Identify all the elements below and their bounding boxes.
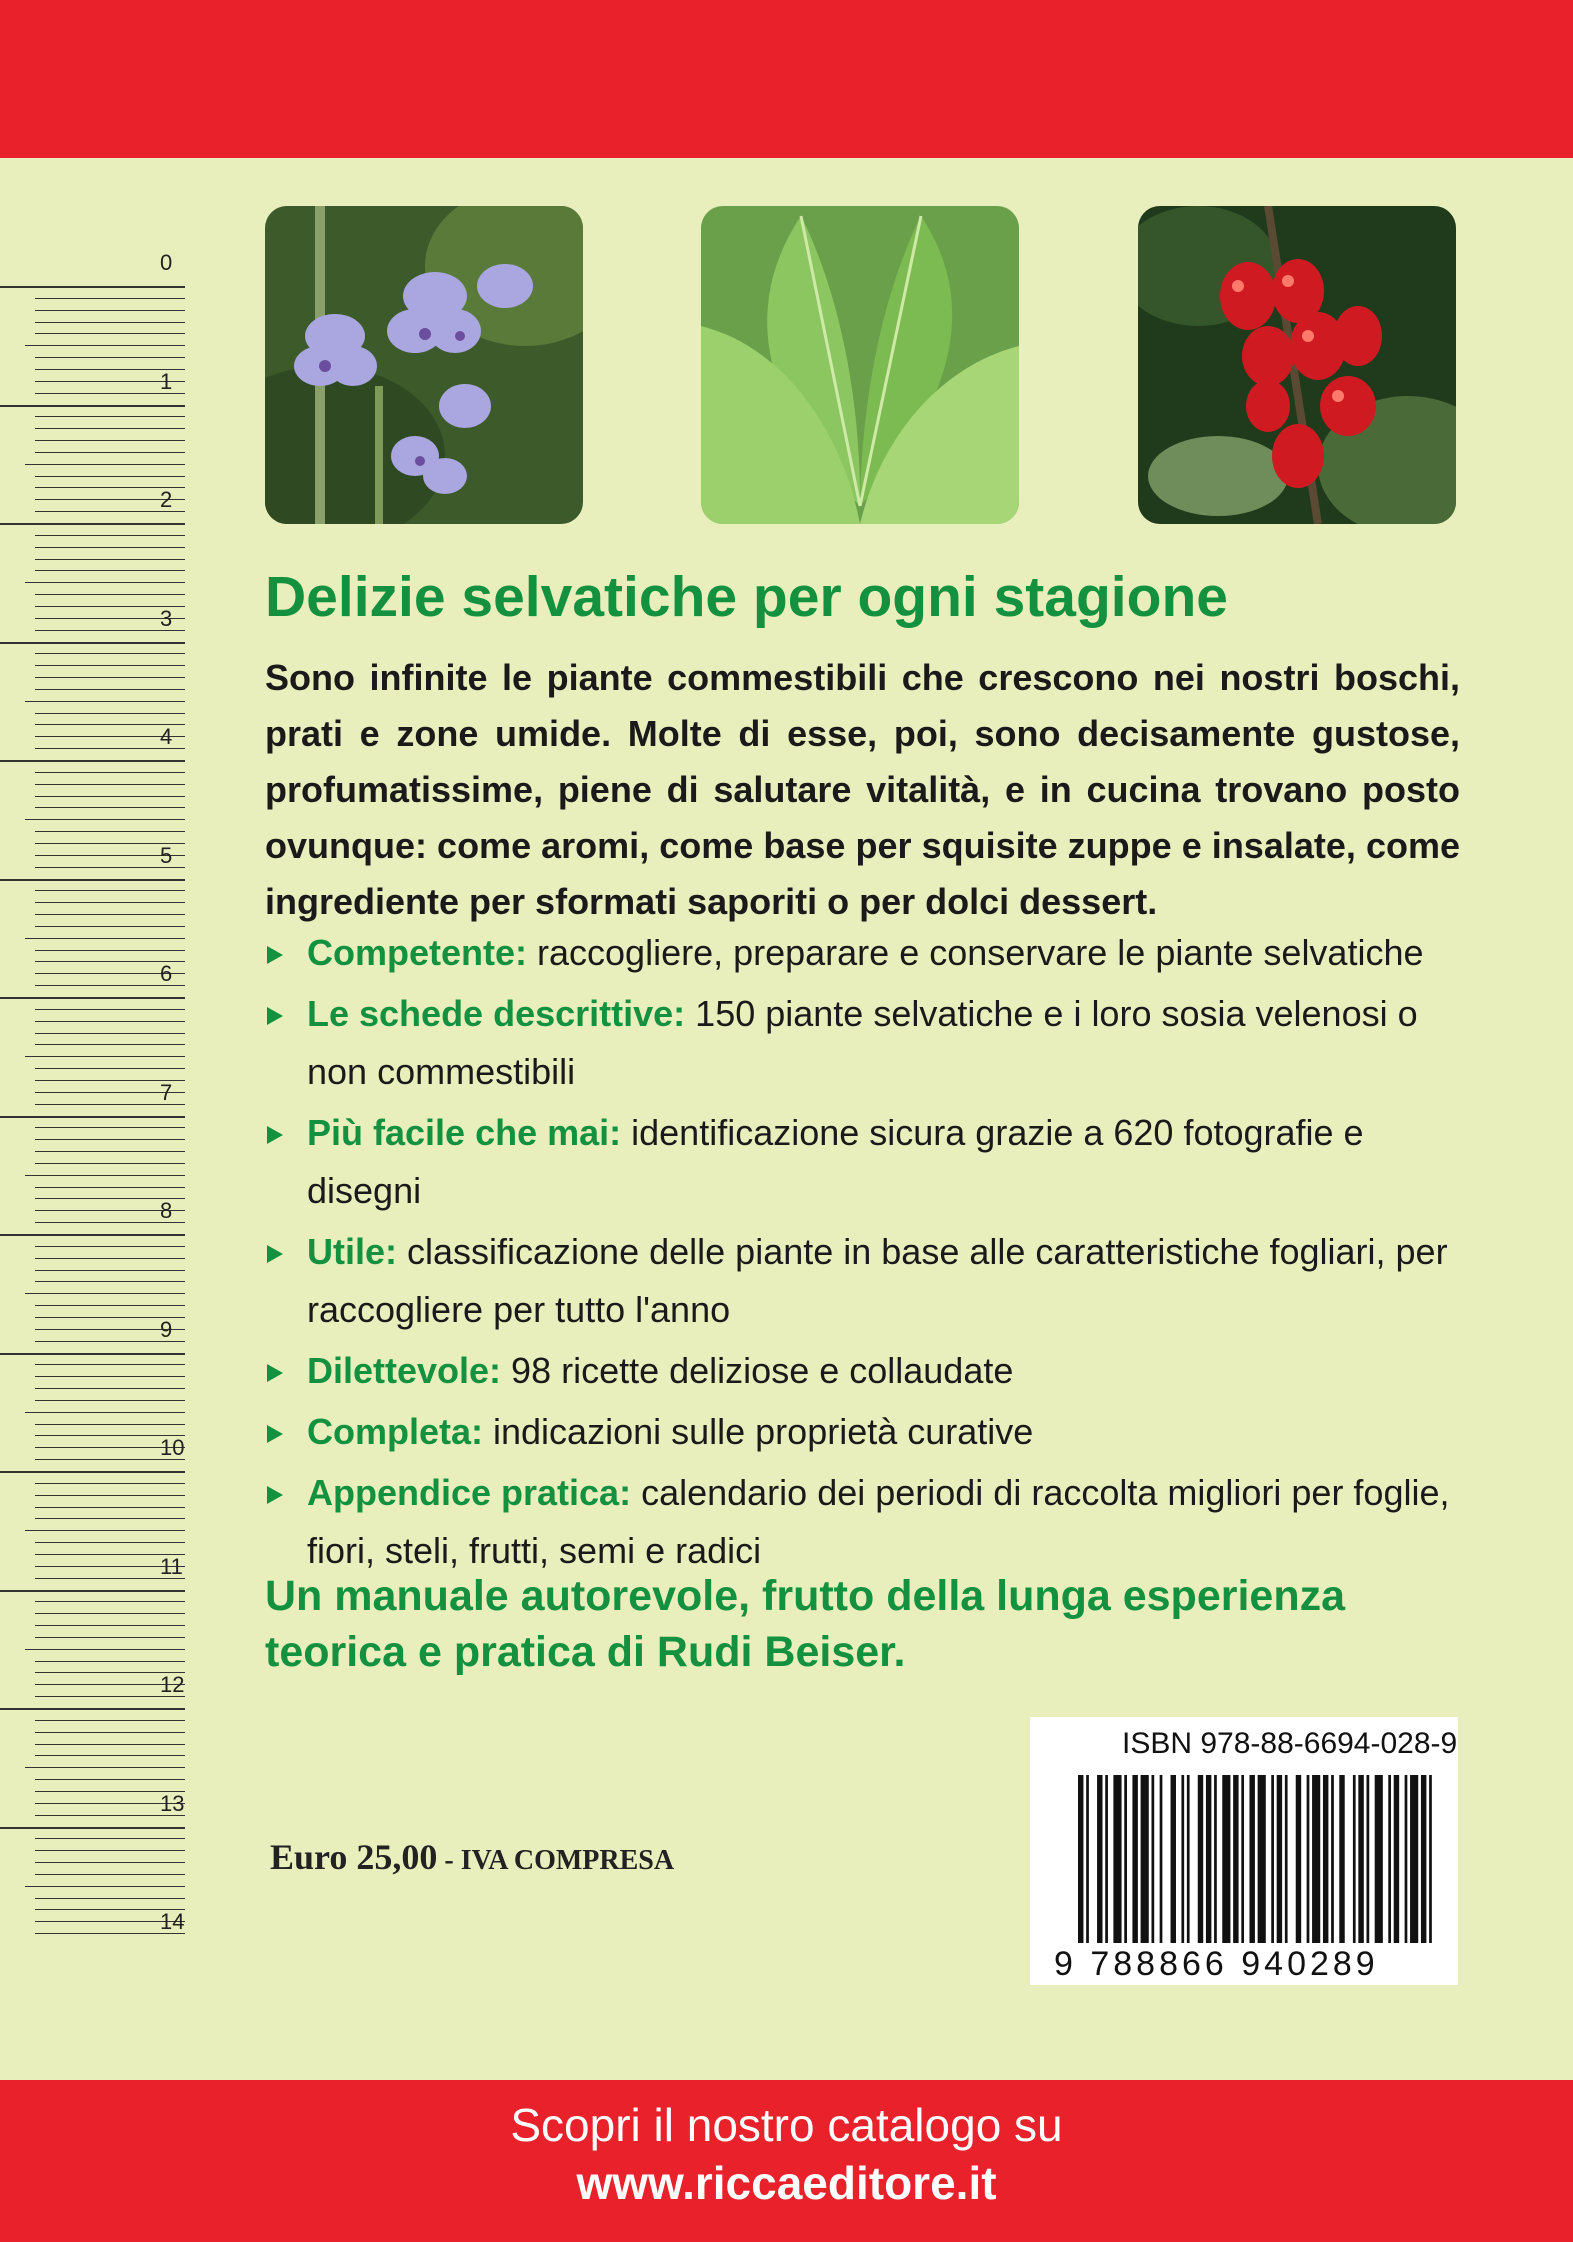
ruler-tick (25, 819, 185, 820)
intro-paragraph: Sono infinite le piante commestibili che crescono nei nostri boschi, prati e zone umide. Molte di esse, poi, sono decisamente gustose, profumatissime, piene di salutare vitalità, e in cucina trovano posto ovunque: come aromi, come base per squisite zuppe e insalate, come ingrediente per sformati saporiti o per dolci dessert. (265, 657, 1460, 922)
triangle-bullet-icon (267, 1486, 283, 1504)
ruler-tick (0, 642, 185, 644)
closing-statement: Un manuale autorevole, frutto della lunga esperienza teorica e pratica di Rudi Beiser. (265, 1572, 1346, 1676)
ruler-tick (0, 1353, 185, 1355)
isbn-label: ISBN 978-88-6694-028-9 (1122, 1727, 1458, 1760)
ruler-number: 6 (160, 961, 173, 986)
ruler-tick (0, 997, 185, 999)
ruler-tick (25, 1293, 185, 1294)
ruler-tick (0, 1590, 185, 1592)
ruler-tick (35, 1376, 185, 1377)
ruler-tick (35, 1732, 185, 1733)
ruler-tick (35, 476, 185, 477)
top-red-band (0, 0, 1573, 158)
feature-item (262, 1403, 1467, 1461)
ruler-tick (25, 582, 185, 583)
ruler-tick (35, 1009, 185, 1010)
ruler-tick (35, 1187, 185, 1188)
photo-violet-flowers (265, 206, 583, 524)
feature-key: Dilettevole: (307, 1350, 502, 1391)
ruler-number: 4 (160, 724, 173, 749)
ruler-tick (0, 879, 185, 881)
ruler-tick (35, 926, 185, 927)
ruler-number: 11 (160, 1553, 183, 1579)
section-heading: Delizie selvatiche per ogni stagione (265, 565, 1228, 629)
photo-red-berries (1138, 206, 1456, 524)
feature-key: Più facile che mai: (307, 1112, 622, 1153)
barcode-box (1030, 1717, 1458, 1985)
ruler-tick (25, 1175, 185, 1176)
ruler-tick (35, 713, 185, 714)
ruler-tick (35, 784, 185, 785)
ruler-tick (35, 1850, 185, 1851)
feature-key: Appendice pratica: (307, 1472, 632, 1513)
ruler-number: 12 (160, 1672, 185, 1697)
ruler-tick (25, 1530, 185, 1531)
ruler-tick (0, 523, 185, 525)
ruler-tick (35, 831, 185, 832)
ruler-tick (35, 1779, 185, 1780)
ruler-tick (35, 1021, 185, 1022)
ruler-tick (35, 1483, 185, 1484)
ruler-tick (0, 405, 185, 407)
ruler-tick (35, 807, 185, 808)
feature-item (262, 1342, 1467, 1400)
ruler-tick (35, 322, 185, 323)
photo-green-leaves (701, 206, 1019, 524)
ruler-number: 10 (160, 1435, 185, 1460)
feature-text: classificazione delle piante in base alle caratteristiche fogliari, per raccogliere per tutto l'anno (307, 1231, 1448, 1330)
ruler-tick (35, 1388, 185, 1389)
ruler-number: 9 (160, 1316, 173, 1342)
feature-text: indicazioni sulle proprietà curative (483, 1411, 1034, 1452)
ruler-tick (35, 1258, 185, 1259)
ruler-tick (35, 428, 185, 429)
ruler-tick (35, 310, 185, 311)
feature-key: Le schede descrittive: (307, 993, 686, 1034)
feature-item (262, 924, 1467, 982)
price-label (270, 1836, 674, 1878)
ruler-tick (35, 1246, 185, 1247)
feature-item (262, 1223, 1467, 1339)
ruler-tick (35, 1601, 185, 1602)
feature-text: identificazione sicura grazie a 620 fotografie e disegni (307, 1112, 1364, 1211)
ruler-tick (0, 286, 185, 288)
ruler-number: 1 (160, 368, 173, 394)
triangle-bullet-icon (267, 946, 283, 964)
ruler-number: 8 (160, 1198, 173, 1223)
ruler-tick (35, 440, 185, 441)
ruler-tick (35, 298, 185, 299)
ruler-tick (35, 1755, 185, 1756)
ruler-tick (35, 1424, 185, 1425)
triangle-bullet-icon (267, 1425, 283, 1443)
feature-key: Completa: (307, 1411, 484, 1452)
ruler-tick (35, 1625, 185, 1626)
ruler-tick (35, 535, 185, 536)
feature-text: 98 ricette deliziose e collaudate (501, 1350, 1014, 1391)
ruler-tick (35, 452, 185, 453)
ruler (0, 250, 185, 1936)
ruler-tick (25, 1056, 185, 1057)
ruler-tick (0, 1471, 185, 1473)
ruler-tick (25, 1412, 185, 1413)
feature-text: raccogliere, preparare e conservare le piante selvatiche (527, 932, 1424, 973)
ruler-tick (35, 1495, 185, 1496)
ruler-number: 7 (160, 1079, 173, 1105)
ruler-tick (25, 345, 185, 346)
ruler-tick (35, 796, 185, 797)
ruler-tick (35, 1862, 185, 1863)
ruler-tick (35, 1163, 185, 1164)
ruler-tick (35, 1281, 185, 1282)
ruler-tick (35, 570, 185, 571)
ruler-tick (35, 1518, 185, 1519)
ruler-tick (35, 689, 185, 690)
feature-item (262, 1464, 1467, 1580)
ruler-tick (35, 653, 185, 654)
feature-text: calendario dei periodi di raccolta migliori per foglie, fiori, steli, frutti, semi e radici (307, 1472, 1450, 1571)
feature-text: 150 piante selvatiche e i loro sosia velenosi o non commestibili (307, 993, 1418, 1092)
feature-list (262, 924, 1467, 1583)
triangle-bullet-icon (267, 1126, 283, 1144)
price-tax-note: - IVA COMPRESA (437, 1845, 675, 1876)
ruler-tick (35, 1068, 185, 1069)
feature-key: Competente: (307, 932, 528, 973)
ruler-tick (35, 1613, 185, 1614)
ruler-tick (35, 1542, 185, 1543)
feature-item (262, 985, 1467, 1101)
ruler-tick (35, 914, 185, 915)
ruler-number: 13 (160, 1790, 185, 1816)
barcode-bars (1078, 1775, 1440, 1943)
feature-key: Utile: (307, 1231, 397, 1272)
ruler-number: 14 (160, 1909, 185, 1934)
ruler-tick (25, 938, 185, 939)
ruler-tick (35, 890, 185, 891)
ruler-tick (25, 1767, 185, 1768)
ruler-tick (35, 772, 185, 773)
ruler-tick (35, 559, 185, 560)
ruler-tick (25, 1649, 185, 1650)
ruler-tick (35, 594, 185, 595)
ruler-tick (35, 1033, 185, 1034)
barcode-digits: 9 788866 940289 (1054, 1945, 1379, 1983)
ruler-tick (35, 902, 185, 903)
ruler-number: 3 (160, 605, 173, 631)
ruler-tick (35, 416, 185, 417)
ruler-tick (35, 1744, 185, 1745)
ruler-tick (0, 1116, 185, 1118)
ruler-tick (0, 1234, 185, 1236)
price-amount: Euro 25,00 (270, 1837, 438, 1877)
ruler-number: 0 (160, 250, 173, 275)
ruler-tick (35, 1127, 185, 1128)
ruler-tick (35, 677, 185, 678)
ruler-tick (35, 1400, 185, 1401)
triangle-bullet-icon (267, 1007, 283, 1025)
website-link[interactable]: www.riccaeditore.it (576, 2157, 997, 2209)
triangle-bullet-icon (267, 1245, 283, 1263)
ruler-tick (35, 1270, 185, 1271)
ruler-tick (25, 701, 185, 702)
ruler-tick (35, 547, 185, 548)
ruler-tick (0, 760, 185, 762)
ruler-tick (35, 1364, 185, 1365)
ruler-tick (0, 1708, 185, 1710)
ruler-tick (35, 1874, 185, 1875)
ruler-tick (35, 1720, 185, 1721)
ruler-tick (35, 1507, 185, 1508)
ruler-tick (35, 1044, 185, 1045)
triangle-bullet-icon (267, 1364, 283, 1382)
catalog-text: Scopri il nostro catalogo su (510, 2099, 1063, 2151)
ruler-tick (35, 1637, 185, 1638)
ruler-tick (35, 1838, 185, 1839)
ruler-tick (35, 357, 185, 358)
ruler-tick (35, 333, 185, 334)
ruler-tick (35, 1898, 185, 1899)
ruler-number: 2 (160, 487, 173, 512)
ruler-tick (25, 1886, 185, 1887)
ruler-tick (35, 1305, 185, 1306)
ruler-tick (35, 1661, 185, 1662)
ruler-tick (35, 665, 185, 666)
feature-item (262, 1104, 1467, 1220)
ruler-tick (25, 464, 185, 465)
ruler-tick (35, 1151, 185, 1152)
ruler-tick (35, 1139, 185, 1140)
ruler-tick (0, 1827, 185, 1829)
ruler-number: 5 (160, 842, 173, 868)
ruler-tick (35, 950, 185, 951)
